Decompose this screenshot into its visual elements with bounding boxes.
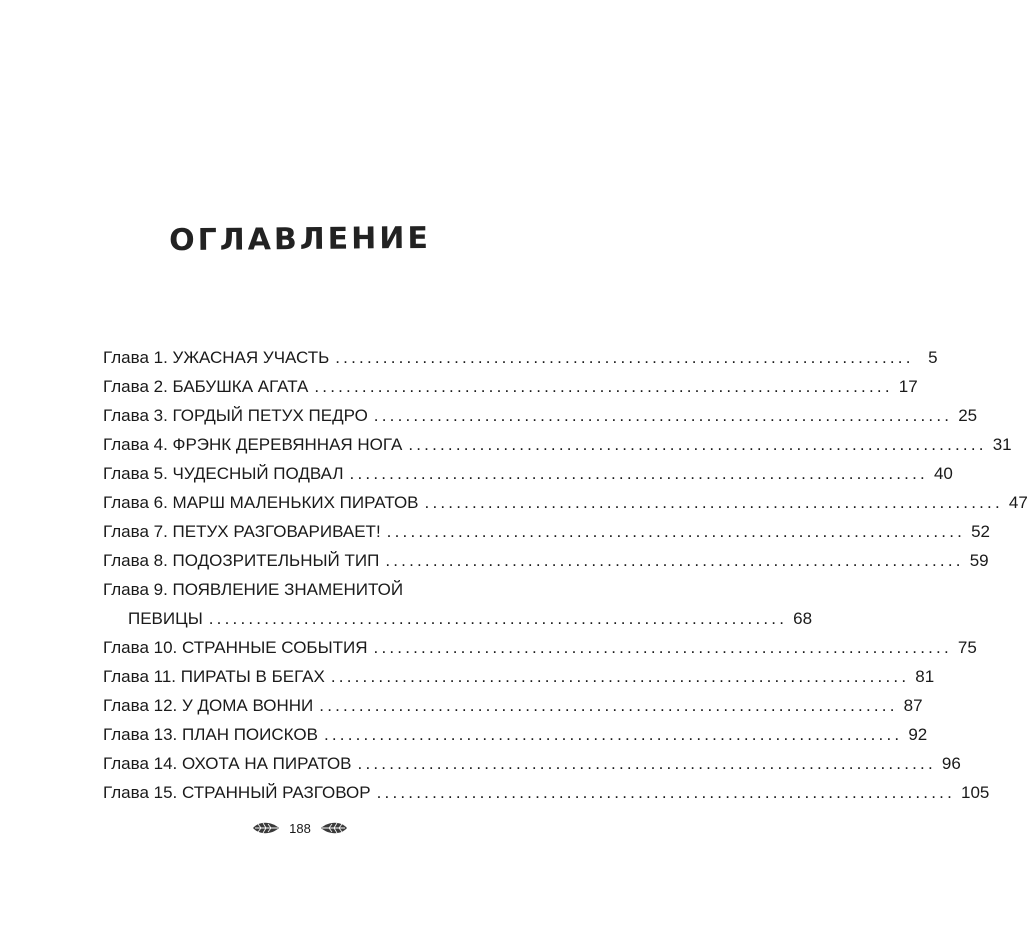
toc-entry[interactable]: [103, 638, 977, 667]
leader-dots: .........................................................................: [408, 435, 987, 454]
leader-dots: .........................................................................: [319, 696, 898, 715]
toc-entry[interactable]: [103, 783, 990, 812]
leader-dots: .........................................................................: [330, 667, 910, 686]
leader-dots: .........................................................................: [314, 377, 893, 396]
page-number: 188: [289, 820, 311, 836]
toc-entry[interactable]: [103, 725, 928, 754]
toc-entry-label: Глава 4. ФРЭНК ДЕРЕВЯННАЯ НОГА: [103, 435, 403, 454]
toc-entry-label: Глава 5. ЧУДЕСНЫЙ ПОДВАЛ: [103, 464, 344, 483]
toc-entry[interactable]: [103, 435, 1012, 464]
toc-entry-continued[interactable]: [103, 609, 813, 638]
toc-entry-page: 52: [971, 522, 990, 541]
table-of-contents: [103, 348, 1028, 812]
page-footer: [0, 819, 600, 837]
toc-entry-label: Глава 2. БАБУШКА АГАТА: [103, 377, 309, 396]
toc-entry-label: Глава 13. ПЛАН ПОИСКОВ: [103, 725, 318, 744]
toc-entry[interactable]: [103, 754, 961, 783]
toc-entry[interactable]: [103, 464, 953, 493]
toc-entry-page: 31: [992, 435, 1012, 454]
leader-dots: .........................................................................: [349, 464, 928, 483]
toc-entry-page: 87: [903, 696, 923, 715]
toc-entry-page: 75: [957, 638, 977, 657]
leader-dots: .........................................................................: [335, 348, 914, 367]
toc-entry[interactable]: [103, 406, 978, 435]
toc-entry-page: 5: [928, 348, 938, 367]
toc-entry-label: Глава 1. УЖАСНАЯ УЧАСТЬ: [103, 348, 330, 367]
toc-entry-page: 59: [969, 551, 989, 570]
toc-entry[interactable]: [103, 493, 1028, 522]
leader-dots: .........................................................................: [373, 406, 953, 425]
toc-entry-page: 40: [933, 464, 953, 483]
toc-entry[interactable]: [103, 667, 935, 696]
leaf-ornament-icon: [251, 819, 281, 837]
leader-dots: .........................................................................: [323, 725, 903, 744]
leader-dots: .........................................................................: [386, 522, 966, 541]
toc-entry-page: 25: [958, 406, 978, 425]
leader-dots: .........................................................................: [208, 609, 788, 628]
leader-dots: .........................................................................: [424, 493, 1003, 512]
leader-dots: .........................................................................: [373, 638, 952, 657]
toc-entry-label: Глава 7. ПЕТУХ РАЗГОВАРИВАЕТ!: [103, 522, 381, 541]
toc-entry-page: 47: [1008, 493, 1028, 512]
toc-entry-label: Глава 15. СТРАННЫЙ РАЗГОВОР: [103, 783, 371, 802]
toc-entry[interactable]: [103, 348, 938, 377]
page-title: ОГЛАВЛЕНИЕ: [168, 220, 432, 259]
toc-entry[interactable]: [103, 522, 990, 551]
leader-dots: .........................................................................: [357, 754, 936, 773]
toc-entry-label: Глава 8. ПОДОЗРИТЕЛЬНЫЙ ТИП: [103, 551, 380, 570]
toc-entry-page: 92: [908, 725, 928, 744]
toc-entry[interactable]: [103, 580, 527, 609]
toc-entry-page: 105: [961, 783, 990, 802]
toc-entry[interactable]: [103, 377, 918, 406]
toc-entry[interactable]: [103, 696, 923, 725]
toc-entry-label: Глава 3. ГОРДЫЙ ПЕТУХ ПЕДРО: [103, 406, 368, 425]
toc-entry-page: 81: [915, 667, 935, 686]
toc-entry-page: 68: [793, 609, 813, 628]
leader-dots: .........................................................................: [376, 783, 955, 802]
toc-entry-label: Глава 14. ОХОТА НА ПИРАТОВ: [103, 754, 352, 773]
toc-entry[interactable]: [103, 551, 989, 580]
toc-entry-page: 96: [941, 754, 961, 773]
leaf-ornament-icon: [319, 819, 349, 837]
toc-entry-label: Глава 12. У ДОМА ВОННИ: [103, 696, 314, 715]
leader-dots: .........................................................................: [385, 551, 964, 570]
toc-entry-label: Глава 9. ПОЯВЛЕНИЕ ЗНАМЕНИТОЙ: [103, 580, 404, 599]
toc-entry-label: Глава 11. ПИРАТЫ В БЕГАХ: [103, 667, 325, 686]
toc-entry-label: Глава 6. МАРШ МАЛЕНЬКИХ ПИРАТОВ: [103, 493, 419, 512]
toc-entry-page: 17: [898, 377, 918, 396]
toc-entry-label: ПЕВИЦЫ: [128, 609, 203, 628]
toc-entry-label: Глава 10. СТРАННЫЕ СОБЫТИЯ: [103, 638, 368, 657]
